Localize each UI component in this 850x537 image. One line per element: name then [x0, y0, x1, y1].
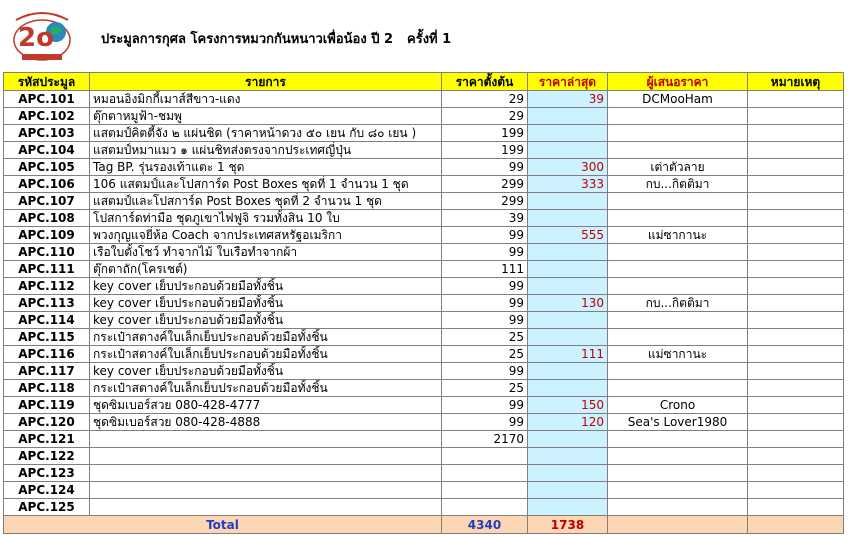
code-cell[interactable]: APC.104 — [4, 142, 90, 159]
table-row — [4, 329, 844, 346]
note-cell[interactable] — [748, 465, 844, 482]
bidder-cell[interactable]: แม่ซากานะ — [608, 227, 748, 244]
col-header-latest-price[interactable]: ราคาล่าสุด — [528, 73, 608, 91]
latest-price-cell[interactable] — [528, 329, 608, 346]
table-row — [4, 346, 844, 363]
bidder-cell[interactable] — [608, 448, 748, 465]
bidder-cell[interactable] — [608, 380, 748, 397]
item-cell[interactable]: แสตมป์และโปสการ์ด Post Boxes ชุดที่ 2 จำนวน 1 ชุด — [90, 193, 442, 210]
bidder-cell[interactable] — [608, 329, 748, 346]
start-price-cell[interactable]: 111 — [442, 261, 528, 278]
note-cell[interactable] — [748, 227, 844, 244]
note-cell[interactable] — [748, 431, 844, 448]
item-cell[interactable] — [90, 448, 442, 465]
table-row — [4, 193, 844, 210]
item-cell[interactable]: ตุ๊กตาถัก(โครเชต์) — [90, 261, 442, 278]
code-cell[interactable]: APC.110 — [4, 244, 90, 261]
note-cell[interactable] — [748, 176, 844, 193]
code-cell[interactable]: APC.118 — [4, 380, 90, 397]
latest-price-cell[interactable]: 130 — [528, 295, 608, 312]
code-cell[interactable]: APC.125 — [4, 499, 90, 516]
start-price-cell[interactable] — [442, 499, 528, 516]
latest-price-cell[interactable]: 111 — [528, 346, 608, 363]
item-cell[interactable]: กระเป๋าสตางค์ใบเล็กเย็บประกอบด้วยมือทั้งชิ้น — [90, 346, 442, 363]
table-row — [4, 125, 844, 142]
item-cell[interactable]: 106 แสตมป์และโปสการ์ด Post Boxes ชุดที่ 1 จำนวน 1 ชุด — [90, 176, 442, 193]
code-cell[interactable]: APC.105 — [4, 159, 90, 176]
code-cell[interactable]: APC.124 — [4, 482, 90, 499]
start-price-cell[interactable] — [442, 448, 528, 465]
item-cell[interactable]: กระเป๋าสตางค์ใบเล็กเย็บประกอบด้วยมือทั้งชิ้น — [90, 380, 442, 397]
table-row — [4, 91, 844, 108]
total-row — [4, 516, 844, 534]
table-row — [4, 465, 844, 482]
table-row — [4, 448, 844, 465]
item-cell[interactable]: Tag BP. รุ่นรองเท้าแตะ 1 ชุด — [90, 159, 442, 176]
start-price-cell[interactable]: 99 — [442, 159, 528, 176]
start-price-cell[interactable]: 29 — [442, 91, 528, 108]
total-bidder-cell[interactable] — [608, 516, 748, 534]
note-cell[interactable] — [748, 142, 844, 159]
note-cell[interactable] — [748, 159, 844, 176]
table-row — [4, 312, 844, 329]
latest-price-cell[interactable]: 120 — [528, 414, 608, 431]
start-price-cell[interactable]: 99 — [442, 363, 528, 380]
code-cell[interactable]: APC.101 — [4, 91, 90, 108]
latest-price-cell[interactable] — [528, 482, 608, 499]
note-cell[interactable] — [748, 261, 844, 278]
table-row — [4, 397, 844, 414]
item-cell[interactable] — [90, 499, 442, 516]
table-row — [4, 210, 844, 227]
table-row — [4, 431, 844, 448]
bidder-cell[interactable] — [608, 108, 748, 125]
auction-table — [3, 72, 844, 534]
latest-price-cell[interactable]: 300 — [528, 159, 608, 176]
note-cell[interactable] — [748, 125, 844, 142]
bidder-cell[interactable] — [608, 312, 748, 329]
col-header-note[interactable]: หมายเหตุ — [748, 73, 844, 91]
table-row — [4, 261, 844, 278]
item-cell[interactable]: ชุดซิมเบอร์สวย 080-428-4888 — [90, 414, 442, 431]
total-note-cell[interactable] — [748, 516, 844, 534]
code-cell[interactable]: APC.121 — [4, 431, 90, 448]
start-price-cell[interactable] — [442, 482, 528, 499]
note-cell[interactable] — [748, 380, 844, 397]
start-price-cell[interactable]: 39 — [442, 210, 528, 227]
note-cell[interactable] — [748, 482, 844, 499]
col-header-code[interactable]: รหัสประมูล — [4, 73, 90, 91]
start-price-cell[interactable]: 25 — [442, 329, 528, 346]
latest-price-cell[interactable] — [528, 261, 608, 278]
svg-text:2o: 2o — [18, 23, 54, 53]
latest-price-cell[interactable] — [528, 465, 608, 482]
item-cell[interactable]: กระเป๋าสตางค์ใบเล็กเย็บประกอบด้วยมือทั้งชิ้น — [90, 329, 442, 346]
bidder-cell[interactable]: แม่ซากานะ — [608, 346, 748, 363]
latest-price-cell[interactable] — [528, 431, 608, 448]
item-cell[interactable]: หมอนอิงมิกกี้เมาส์สีขาว-แดง — [90, 91, 442, 108]
code-cell[interactable]: APC.103 — [4, 125, 90, 142]
table-row — [4, 363, 844, 380]
latest-price-cell[interactable] — [528, 244, 608, 261]
start-price-cell[interactable]: 99 — [442, 397, 528, 414]
col-header-start-price[interactable]: ราคาตั้งต้น — [442, 73, 528, 91]
note-cell[interactable] — [748, 244, 844, 261]
item-cell[interactable]: key cover เย็บประกอบด้วยมือทั้งชิ้น — [90, 312, 442, 329]
table-row — [4, 482, 844, 499]
start-price-cell[interactable]: 299 — [442, 176, 528, 193]
note-cell[interactable] — [748, 108, 844, 125]
start-price-cell[interactable]: 99 — [442, 312, 528, 329]
table-row — [4, 295, 844, 312]
code-cell[interactable]: APC.116 — [4, 346, 90, 363]
item-cell[interactable]: พวงกุญแจยี่ห้อ Coach จากประเทศสหรัฐอเมริกา — [90, 227, 442, 244]
start-price-cell[interactable]: 25 — [442, 346, 528, 363]
latest-price-cell[interactable]: 333 — [528, 176, 608, 193]
col-header-bidder[interactable]: ผู้เสนอราคา — [608, 73, 748, 91]
code-cell[interactable]: APC.114 — [4, 312, 90, 329]
latest-price-cell[interactable] — [528, 108, 608, 125]
header-row — [4, 73, 844, 91]
table-row — [4, 278, 844, 295]
code-cell[interactable]: APC.122 — [4, 448, 90, 465]
code-cell[interactable]: APC.123 — [4, 465, 90, 482]
bidder-cell[interactable] — [608, 261, 748, 278]
bidder-cell[interactable] — [608, 193, 748, 210]
code-cell[interactable]: APC.112 — [4, 278, 90, 295]
table-row — [4, 380, 844, 397]
code-cell[interactable]: APC.108 — [4, 210, 90, 227]
project-logo — [10, 6, 74, 66]
bidder-cell[interactable]: เต่าตัวลาย — [608, 159, 748, 176]
bidder-cell[interactable] — [608, 125, 748, 142]
latest-price-cell[interactable] — [528, 380, 608, 397]
bidder-cell[interactable] — [608, 431, 748, 448]
latest-price-cell[interactable] — [528, 210, 608, 227]
total-label[interactable]: Total — [4, 516, 442, 534]
code-cell[interactable]: APC.106 — [4, 176, 90, 193]
latest-price-cell[interactable]: 150 — [528, 397, 608, 414]
code-cell[interactable]: APC.109 — [4, 227, 90, 244]
start-price-cell[interactable]: 199 — [442, 142, 528, 159]
bidder-cell[interactable]: กบ...กิตติมา — [608, 176, 748, 193]
table-row — [4, 142, 844, 159]
col-header-item[interactable]: รายการ — [90, 73, 442, 91]
note-cell[interactable] — [748, 414, 844, 431]
item-cell[interactable]: key cover เย็บประกอบด้วยมือทั้งชิ้น — [90, 363, 442, 380]
note-cell[interactable] — [748, 329, 844, 346]
latest-price-cell[interactable] — [528, 142, 608, 159]
item-cell[interactable]: ตุ๊กตาหมูฟ้า-ชมพู — [90, 108, 442, 125]
item-cell[interactable]: ชุดซิมเบอร์สวย 080-428-4777 — [90, 397, 442, 414]
table-row — [4, 244, 844, 261]
round-text: ครั้งที่ 1 — [407, 32, 452, 47]
code-cell[interactable]: APC.107 — [4, 193, 90, 210]
bidder-cell[interactable]: กบ...กิตติมา — [608, 295, 748, 312]
latest-price-cell[interactable]: 555 — [528, 227, 608, 244]
start-price-cell[interactable] — [442, 465, 528, 482]
item-cell[interactable]: เรือใบตั้งโชว์ ทำจากไม้ ใบเรือทำจากผ้า — [90, 244, 442, 261]
start-price-cell[interactable]: 29 — [442, 108, 528, 125]
start-price-cell[interactable]: 299 — [442, 193, 528, 210]
item-cell[interactable]: key cover เย็บประกอบด้วยมือทั้งชิ้น — [90, 278, 442, 295]
latest-price-cell[interactable] — [528, 448, 608, 465]
code-cell[interactable]: APC.119 — [4, 397, 90, 414]
table-row — [4, 414, 844, 431]
note-cell[interactable] — [748, 91, 844, 108]
note-cell[interactable] — [748, 363, 844, 380]
total-latest-price[interactable]: 1738 — [528, 516, 608, 534]
note-cell[interactable] — [748, 210, 844, 227]
item-cell[interactable] — [90, 465, 442, 482]
bidder-cell[interactable] — [608, 465, 748, 482]
code-cell[interactable]: APC.102 — [4, 108, 90, 125]
code-cell[interactable]: APC.115 — [4, 329, 90, 346]
latest-price-cell[interactable] — [528, 125, 608, 142]
code-cell[interactable]: APC.120 — [4, 414, 90, 431]
item-cell[interactable]: key cover เย็บประกอบด้วยมือทั้งชิ้น — [90, 295, 442, 312]
bidder-cell[interactable] — [608, 278, 748, 295]
start-price-cell[interactable]: 99 — [442, 227, 528, 244]
item-cell[interactable] — [90, 482, 442, 499]
start-price-cell[interactable]: 2170 — [442, 431, 528, 448]
note-cell[interactable] — [748, 499, 844, 516]
item-cell[interactable]: แสตมป์หมาแมว ๑ แผ่นชิทส่งตรงจากประเทศญี่ปุ่น — [90, 142, 442, 159]
start-price-cell[interactable]: 99 — [442, 295, 528, 312]
bidder-cell[interactable] — [608, 244, 748, 261]
note-cell[interactable] — [748, 278, 844, 295]
bidder-cell[interactable]: Crono — [608, 397, 748, 414]
code-cell[interactable]: APC.117 — [4, 363, 90, 380]
bidder-cell[interactable] — [608, 363, 748, 380]
table-row — [4, 227, 844, 244]
note-cell[interactable] — [748, 397, 844, 414]
latest-price-cell[interactable] — [528, 363, 608, 380]
start-price-cell[interactable]: 99 — [442, 278, 528, 295]
bidder-cell[interactable] — [608, 499, 748, 516]
title-text: ประมูลการกุศล โครงการหมวกกันหนาวเพื่อน้อง ปี 2 — [101, 32, 394, 47]
code-cell[interactable]: APC.111 — [4, 261, 90, 278]
start-price-cell[interactable]: 199 — [442, 125, 528, 142]
start-price-cell[interactable]: 99 — [442, 244, 528, 261]
bidder-cell[interactable]: DCMooHam — [608, 91, 748, 108]
latest-price-cell[interactable] — [528, 312, 608, 329]
bidder-cell[interactable] — [608, 142, 748, 159]
item-cell[interactable] — [90, 431, 442, 448]
table-row — [4, 176, 844, 193]
note-cell[interactable] — [748, 295, 844, 312]
note-cell[interactable] — [748, 312, 844, 329]
latest-price-cell[interactable] — [528, 193, 608, 210]
note-cell[interactable] — [748, 193, 844, 210]
code-cell[interactable]: APC.113 — [4, 295, 90, 312]
start-price-cell[interactable]: 99 — [442, 414, 528, 431]
note-cell[interactable] — [748, 346, 844, 363]
item-cell[interactable]: แสตมป์คิตตี้จัง ๒ แผ่นชิด (ราคาหน้าดวง ๕๐ เยน กับ ๘๐ เยน ) — [90, 125, 442, 142]
bidder-cell[interactable] — [608, 210, 748, 227]
table-row — [4, 108, 844, 125]
latest-price-cell[interactable] — [528, 499, 608, 516]
sheet-header — [0, 0, 850, 72]
bidder-cell[interactable]: Sea's Lover1980 — [608, 414, 748, 431]
item-cell[interactable]: โปสการ์ดท่ามือ ชุดภูเขาไฟฟูจิ รวมทั้งสิน 10 ใบ — [90, 210, 442, 227]
latest-price-cell[interactable]: 39 — [528, 91, 608, 108]
table-row — [4, 499, 844, 516]
bidder-cell[interactable] — [608, 482, 748, 499]
start-price-cell[interactable]: 25 — [442, 380, 528, 397]
latest-price-cell[interactable] — [528, 278, 608, 295]
table-row — [4, 159, 844, 176]
total-start-price[interactable]: 4340 — [442, 516, 528, 534]
note-cell[interactable] — [748, 448, 844, 465]
page-title — [101, 28, 451, 49]
